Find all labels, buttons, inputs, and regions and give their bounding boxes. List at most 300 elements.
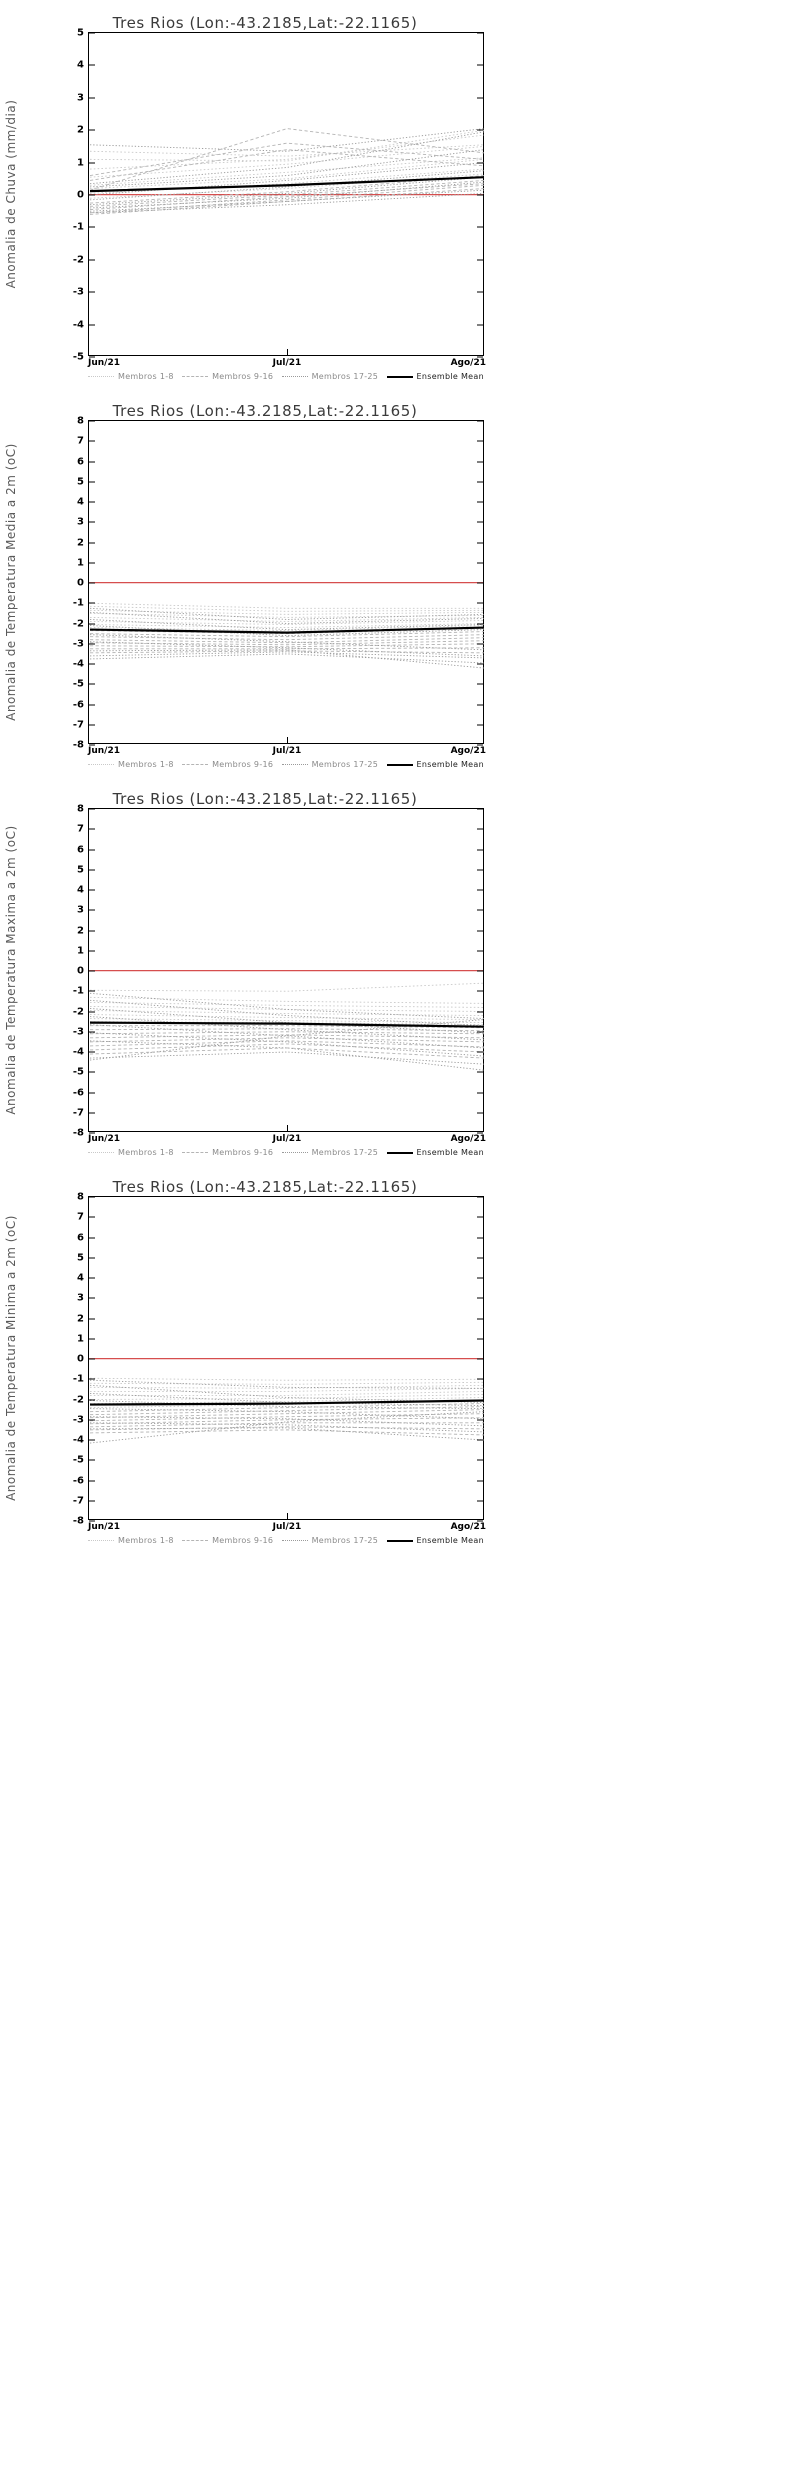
y-axis-tick-mark <box>89 461 95 462</box>
member-line <box>90 1423 484 1432</box>
y-axis-tick-label: 1 <box>77 557 84 569</box>
legend-swatch-icon <box>88 764 114 765</box>
y-axis-tick-mark <box>89 292 95 293</box>
x-axis-tick-label: Ago/21 <box>450 746 486 756</box>
member-line <box>90 617 484 621</box>
y-axis-tick-label: 8 <box>77 1191 84 1203</box>
legend-swatch-icon <box>387 1540 413 1542</box>
legend-label: Membros 9-16 <box>212 760 274 769</box>
member-line <box>90 997 484 1003</box>
legend-swatch-icon <box>387 1152 413 1154</box>
legend-swatch-icon <box>387 764 413 766</box>
y-axis-tick-mark <box>89 562 95 563</box>
y-axis-tick-label: 6 <box>77 844 84 855</box>
y-axis-tick-mark <box>477 583 483 584</box>
y-axis-tick-mark <box>477 481 483 482</box>
y-axis-tick-mark <box>89 441 95 442</box>
legend-label: Membros 1-8 <box>118 1536 174 1545</box>
x-axis-tick-label: Jul/21 <box>272 358 302 368</box>
y-axis-tick-mark <box>89 1072 95 1073</box>
y-axis-tick-label: -4 <box>72 319 84 331</box>
legend-item-members-17-25 <box>282 1536 379 1545</box>
y-axis-tick-label: -5 <box>72 678 84 690</box>
legend-item-members-1-8 <box>88 1148 174 1157</box>
panel-title: Tres Rios (Lon:-43.2185,Lat:-22.1165) <box>112 402 418 420</box>
y-axis-tick-label: -6 <box>72 699 84 710</box>
chart-panel-min-temperature <box>0 1164 530 1554</box>
legend-label: Membros 9-16 <box>212 372 274 381</box>
series-lines <box>89 1197 485 1521</box>
legend-item-ensemble-mean <box>387 760 484 769</box>
y-axis-tick-label: -2 <box>72 1394 84 1405</box>
y-axis-label: Anomalia de Temperatura Media a 2m (oC) <box>4 443 18 721</box>
y-axis-tick-label: -2 <box>72 254 84 266</box>
x-axis-tick-label: Ago/21 <box>450 358 486 368</box>
y-axis-tick-mark <box>477 1257 483 1258</box>
member-line <box>90 983 484 991</box>
y-axis-tick-mark <box>477 1072 483 1073</box>
member-line <box>90 1029 484 1031</box>
y-axis-tick-mark <box>477 461 483 462</box>
y-axis-tick-label: -6 <box>72 1475 84 1486</box>
series-lines <box>89 421 485 745</box>
series-lines <box>89 33 485 357</box>
member-line <box>90 1048 484 1058</box>
y-axis-tick-mark <box>89 643 95 644</box>
y-axis-tick-label: 2 <box>77 537 84 548</box>
x-axis-tick-mark <box>287 737 288 743</box>
y-axis-tick-mark <box>477 971 483 972</box>
y-axis-tick-mark <box>89 704 95 705</box>
series-lines <box>89 809 485 1133</box>
y-axis-tick-mark <box>89 1318 95 1319</box>
member-line <box>90 177 484 205</box>
panel-title: Tres Rios (Lon:-43.2185,Lat:-22.1165) <box>112 790 418 808</box>
y-axis-tick-mark <box>477 809 483 810</box>
y-axis-tick-label: 2 <box>77 124 84 136</box>
y-axis-tick-mark <box>89 583 95 584</box>
y-axis-tick-label: -7 <box>72 719 84 731</box>
legend-label: Ensemble Mean <box>416 1536 484 1545</box>
y-axis-tick-label: -5 <box>72 1066 84 1078</box>
y-axis-tick-label: 3 <box>77 516 84 528</box>
x-axis-tick-label: Ago/21 <box>450 1134 486 1144</box>
member-line <box>90 159 484 188</box>
y-axis-tick-label: 7 <box>77 823 84 835</box>
y-axis-tick-mark <box>89 162 95 163</box>
y-axis-tick-label: 1 <box>77 157 84 169</box>
y-axis-tick-mark <box>89 1092 95 1093</box>
y-axis-tick-mark <box>477 1278 483 1279</box>
y-axis-tick-label: 3 <box>77 904 84 916</box>
member-line <box>90 651 484 653</box>
y-axis-tick-mark <box>89 481 95 482</box>
y-axis-tick-label: -3 <box>72 286 84 298</box>
legend-label: Membros 17-25 <box>311 1536 379 1545</box>
x-axis-tick-label: Jul/21 <box>272 1522 302 1532</box>
y-axis-tick-mark <box>89 1257 95 1258</box>
y-axis-tick-mark <box>477 724 483 725</box>
legend <box>88 1536 484 1545</box>
y-axis-tick-label: 0 <box>77 189 84 201</box>
y-axis-tick-label: 8 <box>77 803 84 815</box>
y-axis-tick-label: -1 <box>72 221 84 233</box>
y-axis-tick-mark <box>477 1052 483 1053</box>
y-axis-tick-mark <box>89 1460 95 1461</box>
ensemble-mean-line <box>90 177 484 191</box>
legend-label: Membros 1-8 <box>118 760 174 769</box>
y-axis-tick-mark <box>477 522 483 523</box>
y-axis-tick-mark <box>89 542 95 543</box>
legend-swatch-icon <box>88 1152 114 1153</box>
y-axis-tick-label: 2 <box>77 925 84 936</box>
y-axis-tick-mark <box>89 684 95 685</box>
y-axis-tick-mark <box>477 1359 483 1360</box>
y-axis-tick-mark <box>477 562 483 563</box>
y-axis-tick-mark <box>477 1500 483 1501</box>
y-axis-tick-label: 4 <box>77 59 84 71</box>
y-axis-tick-mark <box>89 1359 95 1360</box>
y-axis-tick-label: 1 <box>77 945 84 957</box>
y-axis-tick-label: -7 <box>72 1107 84 1119</box>
legend-item-members-9-16 <box>182 1148 273 1157</box>
plot-area <box>72 803 486 1144</box>
y-axis-tick-mark <box>477 195 483 196</box>
member-line <box>90 1423 484 1427</box>
y-axis-tick-label: 4 <box>77 884 84 896</box>
y-axis-tick-mark <box>477 1092 483 1093</box>
panel-title: Tres Rios (Lon:-43.2185,Lat:-22.1165) <box>112 1178 418 1196</box>
x-axis-tick-label: Jun/21 <box>88 746 120 756</box>
y-axis-tick-mark <box>477 1460 483 1461</box>
y-axis-tick-mark <box>477 684 483 685</box>
legend <box>88 372 484 381</box>
y-axis-tick-mark <box>89 1011 95 1012</box>
member-line <box>90 1382 484 1384</box>
legend-swatch-icon <box>282 764 308 765</box>
y-axis-tick-mark <box>477 1440 483 1441</box>
y-axis-tick-label: -1 <box>72 985 84 997</box>
y-axis-tick-label: 4 <box>77 496 84 508</box>
member-line <box>90 652 484 658</box>
y-axis-tick-mark <box>477 643 483 644</box>
member-line <box>90 654 484 663</box>
y-axis-tick-mark <box>477 1237 483 1238</box>
y-axis-tick-label: 5 <box>77 1252 84 1264</box>
y-axis-tick-label: 2 <box>77 1313 84 1324</box>
legend-swatch-icon <box>88 376 114 377</box>
y-axis-tick-mark <box>89 869 95 870</box>
member-line <box>90 606 484 611</box>
y-axis-tick-mark <box>477 664 483 665</box>
y-axis-tick-mark <box>89 1379 95 1380</box>
y-axis-tick-label: -1 <box>72 1373 84 1385</box>
legend-swatch-icon <box>88 1540 114 1541</box>
legend-item-ensemble-mean <box>387 1148 484 1157</box>
legend-label: Ensemble Mean <box>416 1148 484 1157</box>
y-axis-tick-mark <box>477 130 483 131</box>
y-axis-tick-mark <box>477 97 483 98</box>
legend-label: Membros 1-8 <box>118 372 174 381</box>
member-line <box>90 1385 484 1402</box>
legend-label: Membros 9-16 <box>212 1536 274 1545</box>
y-axis-tick-mark <box>89 849 95 850</box>
member-line <box>90 130 484 161</box>
legend-label: Membros 17-25 <box>311 1148 379 1157</box>
y-axis-tick-mark <box>89 890 95 891</box>
y-axis-tick-mark <box>89 1217 95 1218</box>
y-axis-label: Anomalia de Temperatura Maxima a 2m (oC) <box>4 825 18 1115</box>
y-axis-tick-mark <box>89 421 95 422</box>
member-line <box>90 1388 484 1391</box>
legend <box>88 1148 484 1157</box>
y-axis-tick-mark <box>477 910 483 911</box>
y-axis-tick-mark <box>89 1298 95 1299</box>
y-axis-tick-label: 0 <box>77 577 84 589</box>
y-axis-tick-mark <box>477 292 483 293</box>
y-axis-tick-label: 7 <box>77 435 84 447</box>
member-line <box>90 184 484 210</box>
y-axis-tick-label: -5 <box>72 351 84 363</box>
y-axis-tick-mark <box>477 227 483 228</box>
y-axis-tick-mark <box>477 704 483 705</box>
y-axis-tick-mark <box>477 1112 483 1113</box>
x-axis-tick-label: Jun/21 <box>88 1522 120 1532</box>
x-axis-tick-label: Jun/21 <box>88 358 120 368</box>
member-line <box>90 1032 484 1034</box>
y-axis-tick-label: 5 <box>77 476 84 488</box>
legend-item-members-1-8 <box>88 760 174 769</box>
y-axis-tick-mark <box>477 849 483 850</box>
y-axis-tick-label: 8 <box>77 415 84 427</box>
y-axis-tick-mark <box>477 1399 483 1400</box>
member-line <box>90 1017 484 1040</box>
y-axis-tick-label: 1 <box>77 1333 84 1345</box>
y-axis-tick-mark <box>89 1500 95 1501</box>
y-axis-tick-label: 4 <box>77 1272 84 1284</box>
y-axis-tick-mark <box>477 542 483 543</box>
y-axis-tick-label: -3 <box>72 638 84 650</box>
x-axis-tick-label: Jul/21 <box>272 1134 302 1144</box>
member-line <box>90 129 484 191</box>
legend-label: Membros 9-16 <box>212 1148 274 1157</box>
y-axis-tick-mark <box>477 950 483 951</box>
y-axis-tick-mark <box>477 1011 483 1012</box>
y-axis-tick-mark <box>89 1399 95 1400</box>
y-axis-tick-mark <box>89 910 95 911</box>
y-axis-tick-mark <box>89 971 95 972</box>
y-axis-tick-label: -8 <box>72 1127 84 1139</box>
y-axis-tick-mark <box>89 502 95 503</box>
legend-swatch-icon <box>182 376 208 377</box>
y-axis-tick-label: 3 <box>77 92 84 104</box>
y-axis-tick-label: -6 <box>72 1087 84 1098</box>
legend-swatch-icon <box>182 1540 208 1541</box>
member-line <box>90 620 484 624</box>
y-axis-tick-mark <box>89 522 95 523</box>
y-axis-tick-mark <box>89 724 95 725</box>
y-axis-tick-mark <box>477 421 483 422</box>
legend-item-members-9-16 <box>182 1536 273 1545</box>
y-axis-tick-mark <box>89 130 95 131</box>
y-axis-tick-mark <box>477 1379 483 1380</box>
y-axis-tick-mark <box>89 1278 95 1279</box>
member-line <box>90 644 484 647</box>
legend-item-ensemble-mean <box>387 372 484 381</box>
member-line <box>90 1041 484 1070</box>
y-axis-tick-mark <box>477 33 483 34</box>
y-axis-tick-mark <box>89 1112 95 1113</box>
y-axis-tick-mark <box>477 1298 483 1299</box>
y-axis-tick-mark <box>89 1338 95 1339</box>
legend-label: Membros 17-25 <box>311 372 379 381</box>
y-axis-tick-label: -1 <box>72 597 84 609</box>
y-axis-tick-label: -3 <box>72 1026 84 1038</box>
legend-swatch-icon <box>182 1152 208 1153</box>
y-axis-tick-mark <box>477 623 483 624</box>
y-axis-tick-label: -3 <box>72 1414 84 1426</box>
x-axis-tick-mark <box>287 1125 288 1131</box>
y-axis-tick-label: -5 <box>72 1454 84 1466</box>
legend-item-members-17-25 <box>282 372 379 381</box>
plot-area <box>72 415 486 756</box>
chart-panel-max-temperature <box>0 776 530 1166</box>
legend-item-members-17-25 <box>282 1148 379 1157</box>
member-line <box>90 603 484 608</box>
y-axis-tick-mark <box>89 1480 95 1481</box>
legend-label: Membros 17-25 <box>311 760 379 769</box>
y-axis-tick-mark <box>477 1031 483 1032</box>
y-axis-tick-label: -2 <box>72 618 84 629</box>
y-axis-tick-mark <box>89 1419 95 1420</box>
member-line <box>90 638 484 643</box>
member-line <box>90 608 484 619</box>
y-axis-tick-label: 7 <box>77 1211 84 1223</box>
legend-label: Membros 1-8 <box>118 1148 174 1157</box>
y-axis-tick-mark <box>89 259 95 260</box>
legend-item-members-9-16 <box>182 372 273 381</box>
member-line <box>90 648 484 649</box>
y-axis-tick-label: 5 <box>77 27 84 39</box>
y-axis-tick-mark <box>89 33 95 34</box>
y-axis-tick-mark <box>89 664 95 665</box>
y-axis-tick-mark <box>477 829 483 830</box>
y-axis-tick-label: 0 <box>77 1353 84 1365</box>
x-axis-tick-label: Jul/21 <box>272 746 302 756</box>
member-line <box>90 1385 484 1388</box>
legend-swatch-icon <box>182 764 208 765</box>
y-axis-tick-mark <box>89 1237 95 1238</box>
x-axis-tick-label: Ago/21 <box>450 1522 486 1532</box>
legend-swatch-icon <box>282 1152 308 1153</box>
legend-label: Ensemble Mean <box>416 760 484 769</box>
y-axis-tick-mark <box>89 829 95 830</box>
y-axis-tick-mark <box>477 259 483 260</box>
y-axis-tick-label: 6 <box>77 456 84 467</box>
y-axis-tick-mark <box>89 1440 95 1441</box>
y-axis-tick-label: -4 <box>72 1046 84 1058</box>
chart-panel-precipitation <box>0 0 530 390</box>
x-axis-tick-label: Jun/21 <box>88 1134 120 1144</box>
y-axis-tick-mark <box>89 97 95 98</box>
y-axis-tick-mark <box>477 1480 483 1481</box>
y-axis-tick-mark <box>89 623 95 624</box>
y-axis-tick-mark <box>89 324 95 325</box>
y-axis-tick-mark <box>477 869 483 870</box>
y-axis-tick-label: -8 <box>72 739 84 751</box>
member-line <box>90 1052 484 1064</box>
x-axis-tick-mark <box>287 349 288 355</box>
y-axis-label: Anomalia de Chuva (mm/dia) <box>4 99 18 289</box>
y-axis-tick-mark <box>477 1197 483 1198</box>
y-axis-tick-mark <box>89 227 95 228</box>
member-line <box>90 1391 484 1395</box>
y-axis-tick-label: -8 <box>72 1515 84 1527</box>
y-axis-tick-mark <box>477 65 483 66</box>
legend-item-ensemble-mean <box>387 1536 484 1545</box>
chart-panel-mean-temperature <box>0 388 530 778</box>
plot-area <box>72 1191 486 1532</box>
y-axis-tick-mark <box>477 1318 483 1319</box>
member-line <box>90 1427 484 1430</box>
member-line <box>90 613 484 617</box>
y-axis-tick-mark <box>477 930 483 931</box>
y-axis-tick-mark <box>477 603 483 604</box>
legend <box>88 760 484 769</box>
y-axis-tick-label: -2 <box>72 1006 84 1017</box>
x-axis-tick-mark <box>287 1513 288 1519</box>
y-axis-tick-mark <box>477 890 483 891</box>
y-axis-tick-label: 5 <box>77 864 84 876</box>
legend-item-members-9-16 <box>182 760 273 769</box>
y-axis-tick-mark <box>477 1338 483 1339</box>
y-axis-tick-label: -4 <box>72 658 84 670</box>
y-axis-label: Anomalia de Temperatura Minima a 2m (oC) <box>4 1215 18 1501</box>
member-line <box>90 1035 484 1038</box>
y-axis-tick-mark <box>477 324 483 325</box>
plot-area <box>72 27 486 368</box>
y-axis-tick-mark <box>89 809 95 810</box>
y-axis-tick-mark <box>89 603 95 604</box>
member-line <box>90 1417 484 1426</box>
y-axis-tick-mark <box>477 162 483 163</box>
y-axis-tick-mark <box>89 930 95 931</box>
y-axis-tick-mark <box>89 65 95 66</box>
y-axis-tick-mark <box>89 991 95 992</box>
member-line <box>90 1430 484 1435</box>
legend-item-members-17-25 <box>282 760 379 769</box>
member-line <box>90 1378 484 1380</box>
y-axis-tick-label: 0 <box>77 965 84 977</box>
legend-label: Ensemble Mean <box>416 372 484 381</box>
y-axis-tick-label: -7 <box>72 1495 84 1507</box>
member-line <box>90 1380 484 1388</box>
y-axis-tick-mark <box>477 441 483 442</box>
y-axis-tick-mark <box>477 1419 483 1420</box>
panel-title: Tres Rios (Lon:-43.2185,Lat:-22.1165) <box>112 14 418 32</box>
legend-swatch-icon <box>387 376 413 378</box>
legend-item-members-1-8 <box>88 372 174 381</box>
y-axis-tick-mark <box>89 1052 95 1053</box>
member-line <box>90 190 484 211</box>
y-axis-tick-mark <box>477 1217 483 1218</box>
member-line <box>90 635 484 640</box>
member-line <box>90 189 484 215</box>
ensemble-mean-line <box>90 1401 484 1405</box>
y-axis-tick-label: -4 <box>72 1434 84 1446</box>
y-axis-tick-mark <box>477 991 483 992</box>
y-axis-tick-mark <box>89 1031 95 1032</box>
